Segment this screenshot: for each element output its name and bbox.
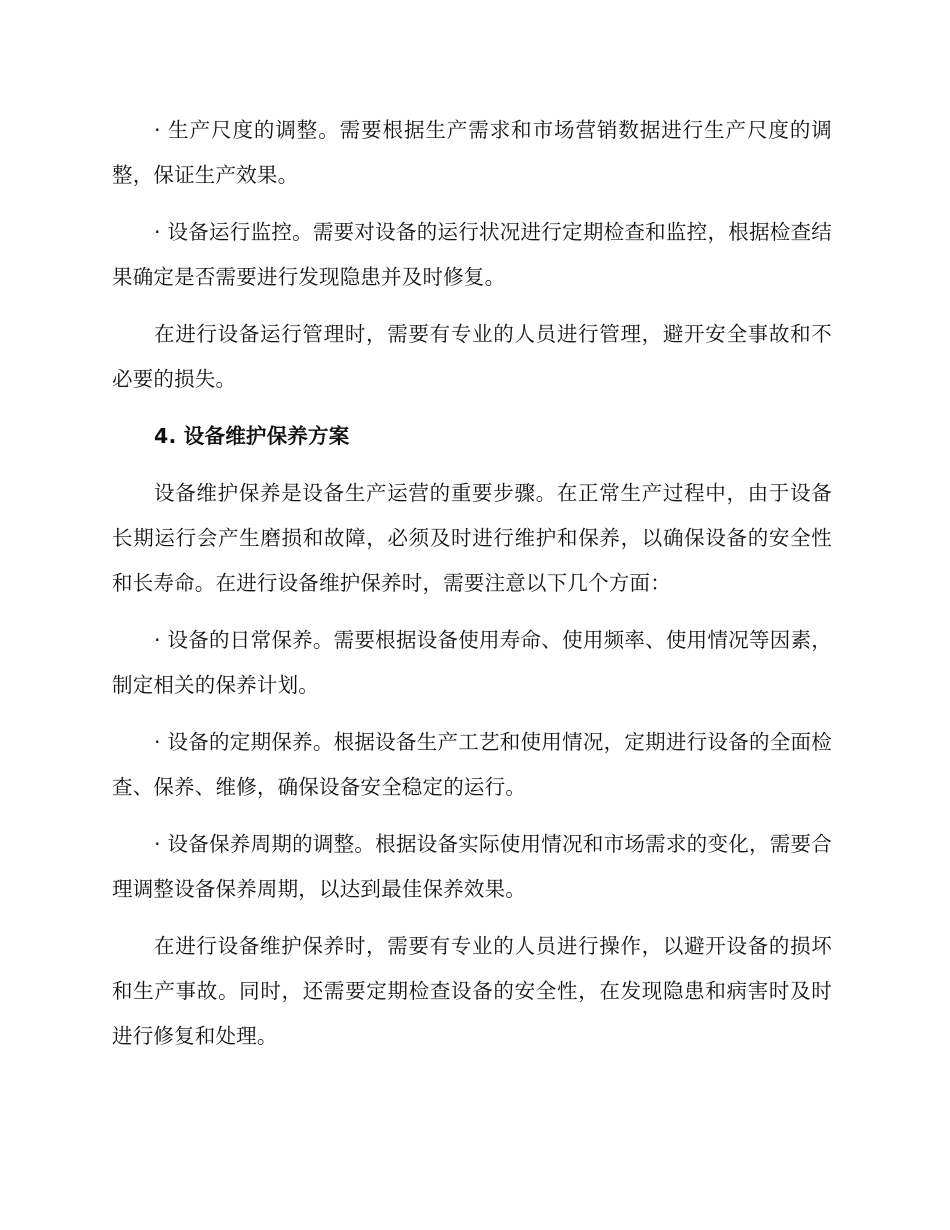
bullet-paragraph-periodic-maintenance: · 设备的定期保养。根据设备生产工艺和使用情况，定期进行设备的全面检查、保养、维修，确保设备安全稳定的运行。 — [112, 730, 832, 799]
paragraph-maintenance-intro: 设备维护保养是设备生产运营的重要步骤。在正常生产过程中，由于设备长期运行会产生磨损和故障，必须及时进行维护和保养，以确保设备的安全性和长寿命。在进行设备维护保养时，需要注意以下几个方面： — [112, 481, 832, 595]
bullet-paragraph-equipment-monitoring: · 设备运行监控。需要对设备的运行状况进行定期检查和监控，根据检查结果确定是否需要进行发现隐患并及时修复。 — [112, 220, 832, 289]
bullet-paragraph-production-scale: · 生产尺度的调整。需要根据生产需求和市场营销数据进行生产尺度的调整，保证生产效果。 — [112, 118, 832, 187]
paragraph-operation-management: 在进行设备运行管理时，需要有专业的人员进行管理，避开安全事故和不必要的损失。 — [112, 322, 832, 391]
paragraph-maintenance-conclusion: 在进行设备维护保养时，需要有专业的人员进行操作，以避开设备的损坏和生产事故。同时，还需要定期检查设备的安全性，在发现隐患和病害时及时进行修复和处理。 — [112, 934, 832, 1048]
bullet-paragraph-daily-maintenance: · 设备的日常保养。需要根据设备使用寿命、使用频率、使用情况等因素，制定相关的保养计划。 — [112, 628, 832, 697]
bullet-paragraph-maintenance-cycle: · 设备保养周期的调整。根据设备实际使用情况和市场需求的变化，需要合理调整设备保养周期，以达到最佳保养效果。 — [112, 832, 832, 901]
document-body — [112, 108, 832, 1071]
section-heading-maintenance-plan: 4. 设备维护保养方案 — [154, 424, 350, 448]
